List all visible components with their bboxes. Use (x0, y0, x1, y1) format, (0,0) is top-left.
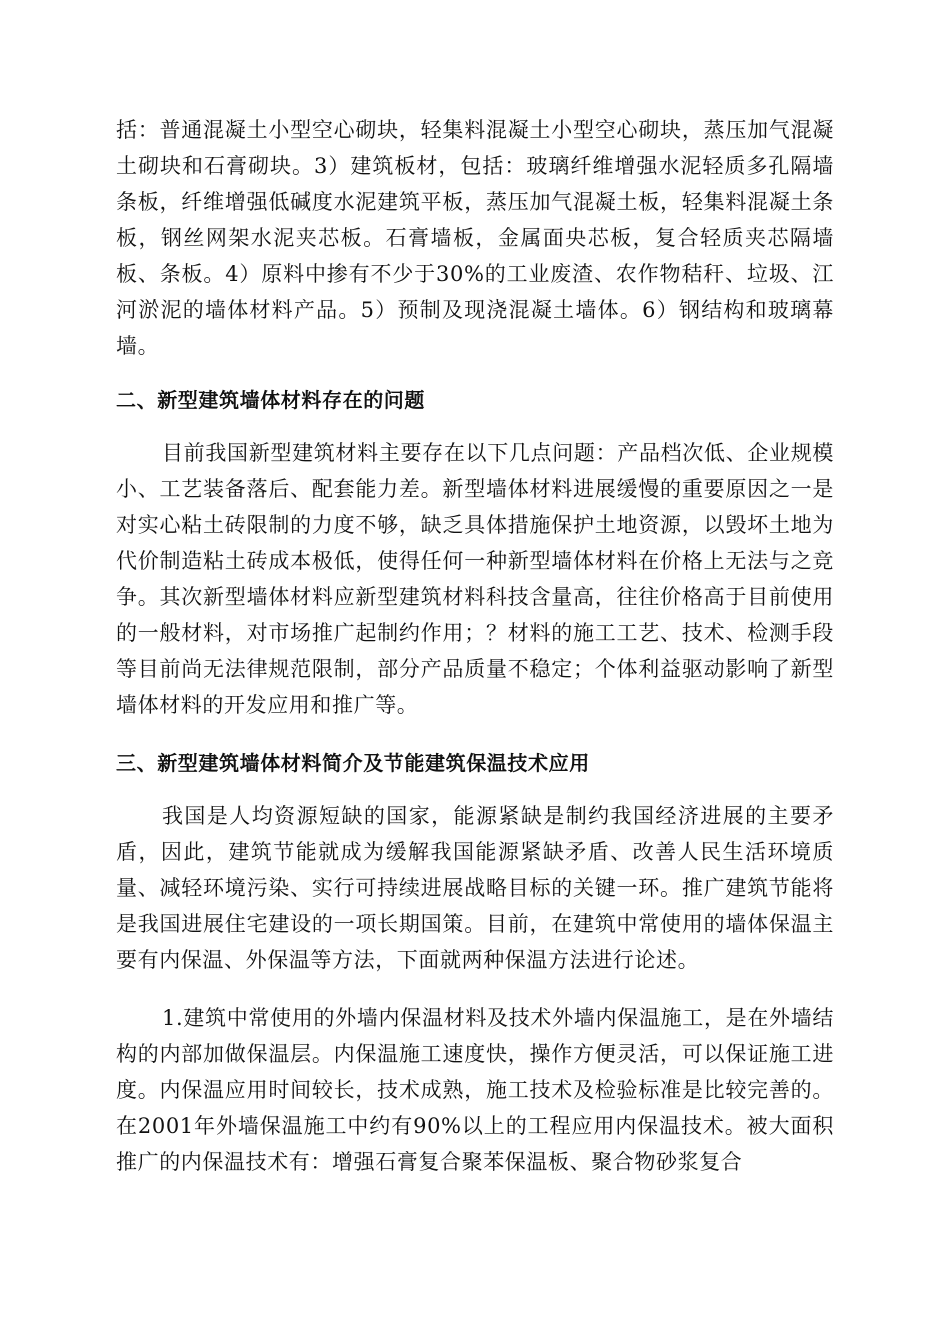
paragraph-internal-insulation: 1.建筑中常使用的外墙内保温材料及技术外墙内保温施工，是在外墙结构的内部加做保温层。内保温施工速度快，操作方便灵活，可以保证施工进度。内保温应用时间较长，技术成熟，施工技术及检验标准是比较完善的。在2001年外墙保温施工中约有90%以上的工程应用内保温技术。被大面积推广的内保温技术有：增强石膏复合聚苯保温板、聚合物砂浆复合 (116, 1006, 834, 1174)
paragraph-problems: 目前我国新型建筑材料主要存在以下几点问题：产品档次低、企业规模小、工艺装备落后、配套能力差。新型墙体材料进展缓慢的重要原因之一是对实心粘土砖限制的力度不够，缺乏具体措施保护土地资源，以毁坏土地为代价制造粘土砖成本极低，使得任何一种新型墙体材料在价格上无法与之竞争。其次新型墙体材料应新型建筑材料科技含量高，往往价格高于目前使用的一般材料，对市场推广起制约作用；？材料的施工工艺、技术、检测手段等目前尚无法律规范限制，部分产品质量不稳定；个体利益驱动影响了新型墙体材料的开发应用和推广等。 (116, 441, 834, 717)
paragraph-continuation: 括：普通混凝土小型空心砌块，轻集料混凝土小型空心砌块，蒸压加气混凝土砌块和石膏砌块。3）建筑板材，包括：玻璃纤维增强水泥轻质多孔隔墙条板，纤维增强低碱度水泥建筑平板，蒸压加气混凝土板，轻集料混凝土条板，钢丝网架水泥夹芯板。石膏墙板，金属面央芯板，复合轻质夹芯隔墙板、条板。4）原料中掺有不少于30%的工业废渣、农作物秸秆、垃圾、江河淤泥的墙体材料产品。5）预制及现浇混凝土墙体。6）钢结构和玻璃幕墙。 (116, 118, 834, 358)
document-body (116, 112, 834, 1202)
section-heading-3: 三、新型建筑墙体材料简介及节能建筑保温技术应用 (116, 751, 590, 775)
paragraph-energy-saving: 我国是人均资源短缺的国家，能源紧缺是制约我国经济进展的主要矛盾，因此，建筑节能就成为缓解我国能源紧缺矛盾、改善人民生活环境质量、减轻环境污染、实行可持续进展战略目标的关键一环。推广建筑节能将是我国进展住宅建设的一项长期国策。目前，在建筑中常使用的墙体保温主要有内保温、外保温等方法，下面就两种保温方法进行论述。 (116, 804, 834, 972)
section-heading-2: 二、新型建筑墙体材料存在的问题 (116, 388, 425, 412)
